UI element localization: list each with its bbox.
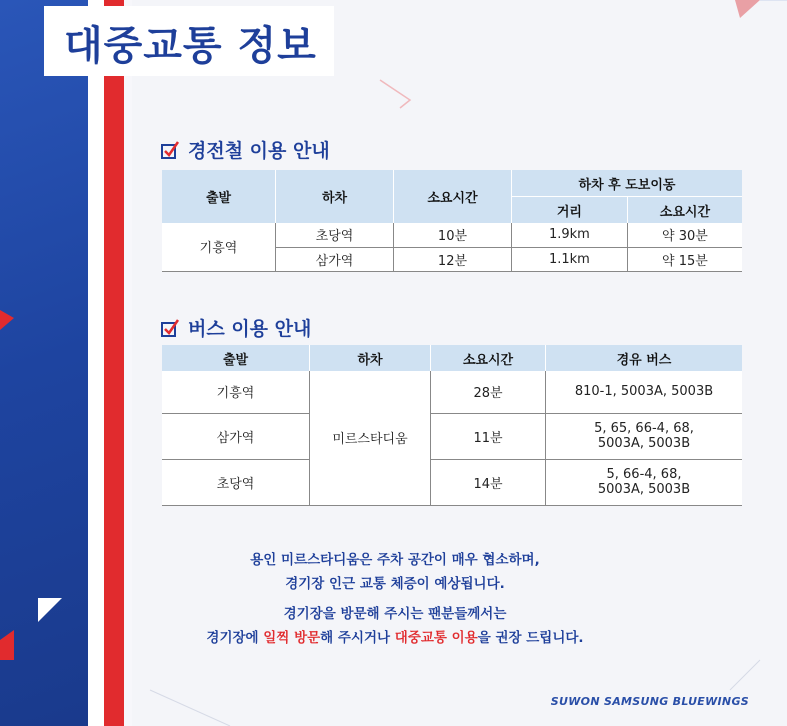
col-alight: 하차: [310, 345, 431, 371]
bus-section-heading: [160, 314, 311, 341]
rail-alight: 삼가역: [276, 247, 394, 271]
col-time: 소요시간: [431, 345, 546, 371]
table-row: [162, 413, 742, 459]
bus-routes-line: 5003A, 5003B: [597, 482, 691, 497]
page-title: 대중교통 정보: [64, 23, 317, 69]
rail-distance: 1.9km: [512, 223, 628, 247]
notice-line: 경기장 인근 교통 체증이 예상됩니다.: [285, 576, 505, 592]
table-row: [162, 459, 742, 505]
rail-heading-text: 경전철 이용 안내: [188, 140, 330, 162]
bus-time: 11분: [431, 413, 546, 459]
bus-heading-text: 버스 이용 안내: [188, 318, 312, 340]
notice-text: 을 권장 드립니다.: [477, 630, 584, 646]
col-alight: 하차: [276, 170, 394, 223]
table-row: [162, 371, 742, 413]
rail-walk-time: 약 30분: [627, 223, 742, 247]
col-time: 소요시간: [393, 170, 511, 223]
notice-line: 경기장을 방문해 주시는 팬분들께서는: [283, 606, 507, 622]
bus-depart: 초당역: [162, 459, 310, 505]
bus-time: 28분: [431, 371, 546, 413]
bus-destination: 미르스타디움: [310, 371, 431, 505]
col-walk-time: 소요시간: [627, 197, 742, 224]
notice-line: 용인 미르스타디움은 주차 공간이 매우 협소하며,: [250, 552, 540, 568]
col-depart: 출발: [162, 345, 310, 371]
table-row: [162, 223, 742, 247]
rail-time: 10분: [393, 223, 511, 247]
col-walk-group: 하차 후 도보이동: [512, 170, 743, 197]
rail-time: 12분: [393, 247, 511, 271]
notice-line-emphasis: [160, 626, 630, 646]
checkbox-checked-icon: [160, 318, 180, 338]
bus-routes-line: 810-1, 5003A, 5003B: [574, 384, 714, 400]
col-depart: 출발: [162, 170, 276, 223]
notice-text: 해 주시거나: [320, 630, 395, 646]
bus-time: 14분: [431, 459, 546, 505]
notice-text: 경기장에: [206, 630, 264, 646]
notice-highlight: 대중교통 이용: [394, 630, 478, 646]
bus-routes-line: 5, 66-4, 68,: [606, 467, 682, 482]
bus-routes: [546, 371, 743, 413]
checkbox-checked-icon: [160, 140, 180, 160]
bus-routes-line: 5, 65, 66-4, 68,: [594, 421, 694, 436]
rail-table: [162, 170, 742, 272]
bus-routes: [546, 459, 743, 505]
rail-distance: 1.1km: [512, 247, 628, 271]
rail-origin: 기흥역: [162, 223, 276, 271]
rail-section-heading: [160, 136, 330, 163]
col-distance: 거리: [512, 197, 628, 224]
notice-highlight: 일찍 방문: [263, 630, 321, 646]
col-buses: 경유 버스: [546, 345, 743, 371]
bus-table: [162, 345, 742, 506]
footer-brand: SUWON SAMSUNG BLUEWINGS: [550, 695, 749, 708]
bus-routes-line: 5003A, 5003B: [597, 436, 691, 451]
bus-depart: 기흥역: [162, 371, 310, 413]
rail-walk-time: 약 15분: [627, 247, 742, 271]
rail-alight: 초당역: [276, 223, 394, 247]
bus-routes: [546, 413, 743, 459]
bus-depart: 삼가역: [162, 413, 310, 459]
